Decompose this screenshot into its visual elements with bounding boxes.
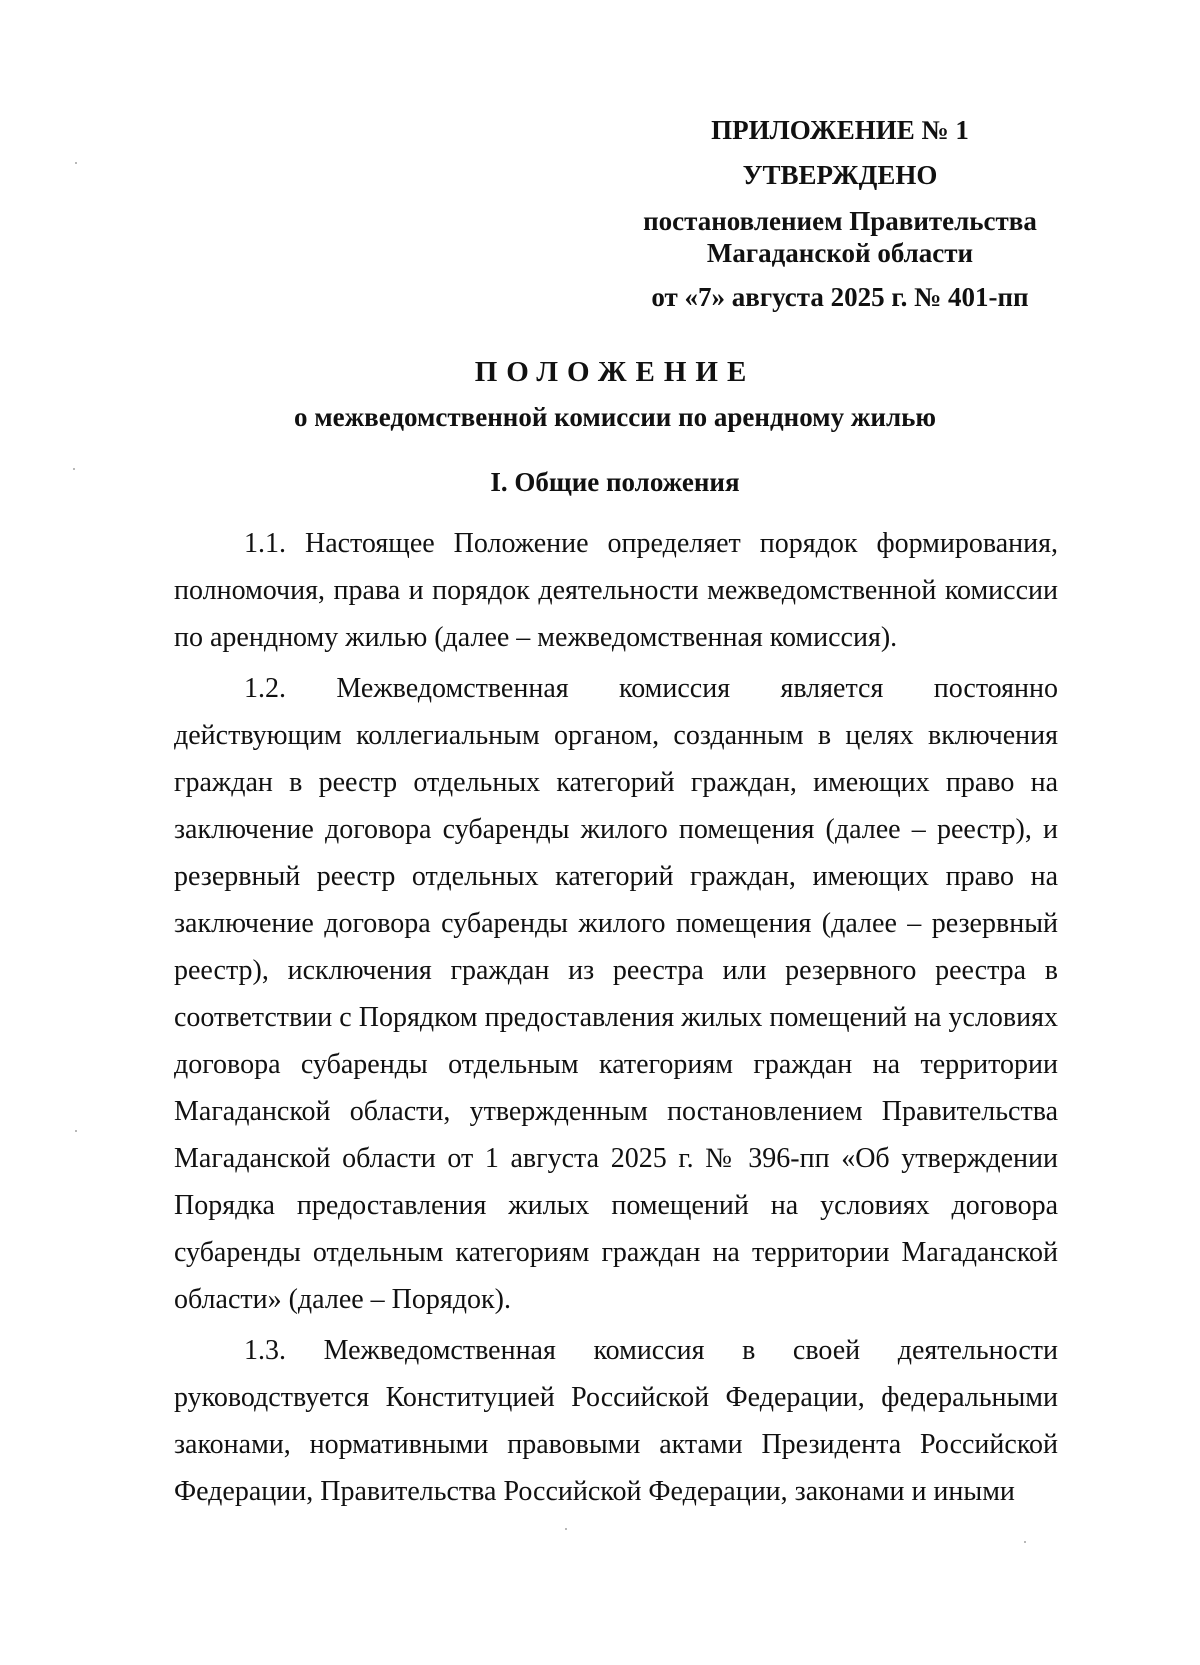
appendix-label: ПРИЛОЖЕНИЕ № 1 [711, 115, 969, 145]
resolution-line-1: постановлением Правительства [643, 206, 1037, 236]
scan-speck [73, 468, 75, 470]
section-body [174, 520, 1058, 1519]
paragraph-1-1: 1.1. Настоящее Положение определяет порядок формирования, полномочия, права и порядок деятельности межведомственной комиссии по арендному жилью (далее – межведомственная комиссия). [174, 528, 1058, 653]
scan-speck [75, 162, 77, 164]
approved-stamp-label: УТВЕРЖДЕНО [742, 160, 938, 190]
paragraph-1-3: 1.3. Межведомственная комиссия в своей деятельности руководствуется Конституцией Российской Федерации, федеральными законами, нормативными правовыми актами Президента Российской Федерации, Правительства Российской Федерации, законами и иными [174, 1335, 1058, 1507]
resolution-line-2: Магаданской области [706, 238, 974, 268]
document-subtitle: о межведомственной комиссии по арендному жилью [293, 402, 937, 432]
scan-speck [1024, 1541, 1026, 1543]
scan-speck [75, 1130, 77, 1132]
scan-speck [565, 1528, 567, 1530]
paragraph-1-2: 1.2. Межведомственная комиссия является постоянно действующим коллегиальным органом, созданным в целях включения граждан в реестр отдельных категорий граждан, имеющих право на заключение договора субаренды жилого помещения (далее – реестр), и резервный реестр отдельных категорий граждан, имеющих право на заключение договора субаренды жилого помещения (далее – резервный реестр), исключения граждан из реестра или резервного реестра в соответствии с Порядком предоставления жилых помещений на условиях договора субаренды отдельным категориям граждан на территории Магаданской области, утвержденным постановлением Правительства Магаданской области от 1 августа 2025 г. № 396-пп «Об утверждении Порядка предоставления жилых помещений на условиях договора субаренды отдельным категориям граждан на территории Магаданской области» (далее – Порядок). [174, 673, 1058, 1315]
section-heading: I. Общие положения [490, 467, 740, 497]
resolution-date: от «7» августа 2025 г. № 401-пп [651, 282, 1029, 312]
document-title: ПОЛОЖЕНИЕ [474, 356, 756, 388]
